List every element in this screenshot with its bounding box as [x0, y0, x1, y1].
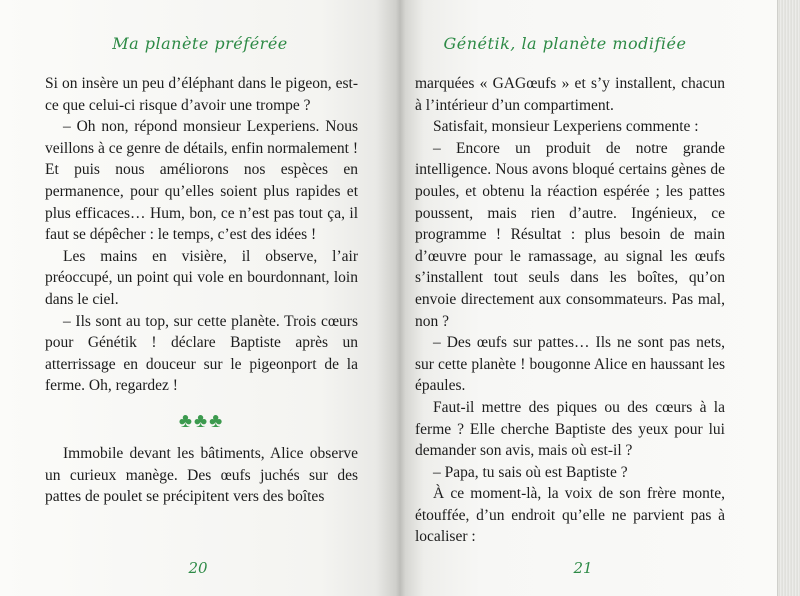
left-page — [45, 0, 358, 596]
paragraph: – Oh non, répond monsieur Lexperiens. Nous veillons à ce genre de détails, enfin normalement ! Et puis nous améliorons nos espèces en permanence, pour qu’elles soient plus rapides et plus efficaces… Hum, bon, ce n’est pas tout ça, il faut se dépêcher : le temps, c’est des idées ! — [45, 118, 358, 244]
paragraph: Immobile devant les bâtiments, Alice observe un curieux manège. Des œufs juchés sur des pattes de poulet se précipitent vers des boîtes — [45, 444, 358, 506]
paragraph: Les mains en visière, il observe, l’air préoccupé, un point qui vole en bourdonnant, loin dans le ciel. — [45, 247, 358, 308]
paragraph: Satisfait, monsieur Lexperiens commente : — [433, 118, 699, 136]
paragraph: – Papa, tu sais où est Baptiste ? — [433, 463, 628, 481]
paragraph: Si on insère un peu d’éléphant dans le pigeon, est-ce que celui-ci risque d’avoir une trompe ? — [45, 75, 358, 114]
left-running-head: Ma planète préférée — [112, 34, 288, 53]
right-running-head: Génétik, la planète modifiée — [443, 34, 687, 53]
right-body-text — [415, 73, 725, 548]
page-edges — [777, 0, 800, 596]
paragraph: À ce moment-là, la voix de son frère monte, étouffée, d’un endroit qu’elle ne parvient pas à localiser : — [415, 485, 725, 546]
paragraph: – Ils sont au top, sur cette planète. Trois cœurs pour Génétik ! déclare Baptiste après un atterrissage en douceur sur le pigeonport de la ferme. Oh, regardez ! — [45, 312, 358, 395]
left-body-text — [45, 73, 358, 508]
paragraph: marquées « GAGœufs » et s’y installent, chacun à l’intérieur d’un compartiment. — [415, 75, 725, 114]
paragraph: – Encore un produit de notre grande intelligence. Nous avons bloqué certains gènes de poules, et obtenu la réaction espérée ; les pattes poussent, mais rien d’autre. Ingénieux, ce programme ! Résultat : plus besoin de main d’œuvre pour le ramassage, au signal les œufs s’installent tout seuls dans les boîtes, qu’on envoie directement aux consommateurs. Pas mal, non ? — [415, 139, 725, 330]
paragraph: Faut-il mettre des piques ou des cœurs à la ferme ? Elle cherche Baptiste des yeux pour lui demander son avis, mais où est-il ? — [415, 398, 725, 460]
right-page-number: 21 — [573, 559, 593, 577]
section-ornament: ♣♣♣ — [178, 409, 225, 432]
left-page-number: 20 — [188, 559, 208, 577]
right-page — [415, 0, 725, 596]
paragraph: – Des œufs sur pattes… Ils ne sont pas nets, sur cette planète ! bougonne Alice en haussant les épaules. — [415, 334, 725, 395]
